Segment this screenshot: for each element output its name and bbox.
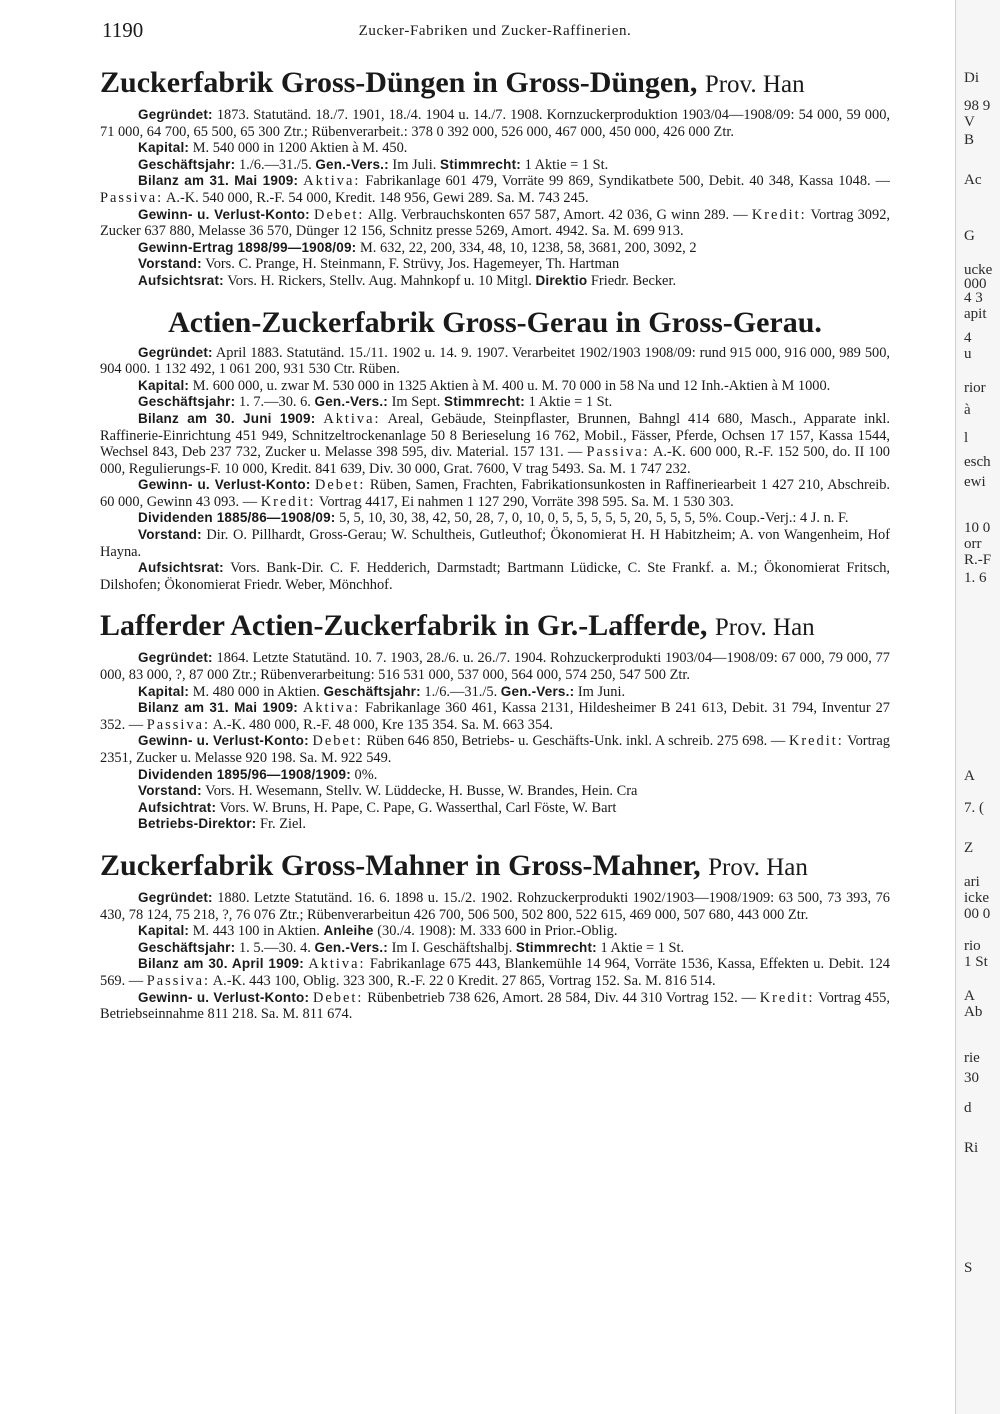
entry-label: Gewinn- u. Verlust-Konto: bbox=[138, 733, 309, 749]
edge-fragment: A bbox=[964, 768, 975, 784]
entry-text: Rübenbetrieb 738 626, Amort. 28 584, Div. 44 310 Vortrag 152. — bbox=[367, 989, 756, 1006]
entry-label: Bilanz am 31. Mai 1909: bbox=[138, 700, 299, 716]
entry-text: Allg. Verbrauchskonten 657 587, Amort. 42 036, G winn 289. — bbox=[367, 206, 748, 223]
entry-line bbox=[100, 940, 890, 957]
entry-label: Gewinn- u. Verlust-Konto: bbox=[138, 477, 311, 493]
edge-fragment: S bbox=[964, 1260, 973, 1276]
entry-label: Dividenden 1885/86—1908/09: bbox=[138, 510, 336, 526]
entry-text: Fabrikanlage 675 443, Blankemühle 14 964, Vorräte 1536, Kassa, Effekten u. Debit. 124 569. — bbox=[100, 956, 890, 989]
entry-text: Vortrag 4417, Ei nahmen 1 127 290, Vorräte 398 595. Sa. M. 1 530 303. bbox=[318, 493, 734, 510]
aktiva-label: Aktiva: bbox=[308, 956, 366, 973]
entry-label: Gegründet: bbox=[138, 889, 213, 905]
debet-label: Debet: bbox=[314, 206, 365, 223]
edge-fragment: d bbox=[964, 1100, 972, 1116]
entry-label: Stimmrecht: bbox=[443, 394, 525, 410]
entry-line bbox=[100, 345, 890, 378]
entry-text: Im I. Geschäftshalbj. bbox=[391, 939, 513, 956]
entry-line bbox=[100, 157, 890, 174]
entry-line bbox=[100, 107, 890, 140]
company-title bbox=[100, 849, 890, 885]
entry-line bbox=[100, 140, 890, 157]
page-number: 1190 bbox=[102, 18, 144, 42]
entry-text: Vors. W. Bruns, H. Pape, C. Pape, G. Wasserthal, Carl Föste, W. Bart bbox=[219, 799, 617, 816]
entry-text: A.-K. 480 000, R.-F. 48 000, Kre 135 354. Sa. M. 663 354. bbox=[212, 716, 553, 733]
entry-label: Kapital: bbox=[138, 140, 190, 156]
entry-text: A.-K. 443 100, Oblig. 323 300, R.-F. 22 0 Kredit. 27 865, Vortrag 152. Sa. M. 816 514. bbox=[212, 972, 716, 989]
entry-line bbox=[100, 890, 890, 923]
entry-label: Dividenden 1895/96—1908/1909: bbox=[138, 766, 351, 782]
entry-text: (30./4. 1908): M. 333 600 in Prior.-Oblig. bbox=[377, 923, 618, 940]
entry-text: 1880. Letzte Statutänd. 16. 6. 1898 u. 15./2. 1902. Rohzuckerprodukti 1902/1903—1908/1909: 63 500, 73 393, 76 430, 78 124, 75 218, ?, 76 076 Ztr.; Rübenverarbeitun 426 700, 506 500, 502 800, 522 615, 469 000, 507 680, 443 000 Ztr. bbox=[100, 889, 890, 923]
entry-line bbox=[100, 956, 890, 989]
entry-label: Kapital: bbox=[138, 683, 190, 699]
entry-label: Stimmrecht: bbox=[440, 156, 521, 172]
entry-text: Vors. H. Wesemann, Stellv. W. Lüddecke, H. Busse, W. Brandes, Hein. Cra bbox=[205, 783, 638, 800]
passiva-label: Passiva: bbox=[146, 972, 210, 989]
edge-fragment: 7. ( bbox=[964, 800, 984, 816]
entry-label: Betriebs-Direktor: bbox=[138, 816, 257, 832]
entry-label: Geschäftsjahr: bbox=[138, 394, 236, 410]
edge-fragment: 1. 6 bbox=[964, 570, 987, 586]
entry-line bbox=[100, 527, 890, 560]
company-title bbox=[100, 609, 890, 645]
entry-line bbox=[100, 411, 890, 477]
entry-label: Gen.-Vers.: bbox=[500, 683, 575, 699]
edge-fragment: ewi bbox=[964, 474, 986, 490]
edge-fragment: 30 bbox=[964, 1070, 979, 1086]
entry-text: Fabrikanlage 360 461, Kassa 2131, Hildesheimer B 241 613, Debit. 31 794, Inventur 27 352. — bbox=[100, 700, 890, 733]
entry-line bbox=[100, 990, 890, 1023]
entry-label: Gegründet: bbox=[138, 344, 213, 360]
entry-label: Aufsichtsrat: bbox=[138, 272, 224, 288]
entry-text: 5, 5, 10, 30, 38, 42, 50, 28, 7, 0, 10, 0, 5, 5, 5, 5, 5, 20, 5, 5, 5, 5%. Coup.-Verj.: 4 J. n. F. bbox=[339, 510, 849, 527]
entry-text: Rüben 646 850, Betriebs- u. Geschäfts-Unk. inkl. A schreib. 275 698. — bbox=[366, 733, 786, 750]
company-name: Lafferder Actien-Zuckerfabrik in Gr.-Lafferde, bbox=[100, 609, 708, 643]
entry-label: Vorstand: bbox=[138, 256, 202, 272]
entry-label: Kapital: bbox=[138, 923, 190, 939]
debet-label: Debet: bbox=[313, 989, 364, 1006]
company-details bbox=[100, 107, 890, 290]
company-name: Zuckerfabrik Gross-Mahner in Gross-Mahner, bbox=[100, 848, 701, 882]
entry-text: 1./6.—31./5. bbox=[424, 683, 498, 700]
edge-fragment: ucke bbox=[964, 262, 993, 278]
entry-label: Gen.-Vers.: bbox=[314, 394, 388, 410]
entry-text: Vortrag 2351, Zucker u. Melasse 920 198. Sa. M. 922 549. bbox=[100, 733, 890, 766]
entry-line bbox=[100, 767, 890, 784]
edge-fragment: u bbox=[964, 346, 972, 362]
edge-fragment: Di bbox=[964, 70, 979, 86]
edge-fragment: V bbox=[964, 114, 975, 130]
entry-text: M. 600 000, u. zwar M. 530 000 in 1325 Aktien à M. 400 u. M. 70 000 in 58 Na und 12 Inh.-Aktien à M 1000. bbox=[192, 377, 831, 394]
edge-fragment: 000 bbox=[964, 276, 987, 292]
edge-fragment: esch bbox=[964, 454, 991, 470]
entry-line bbox=[100, 700, 890, 733]
entry-text: Vors. H. Rickers, Stellv. Aug. Mahnkopf u. 10 Mitgl. bbox=[227, 272, 532, 289]
passiva-label: Passiva: bbox=[100, 189, 164, 206]
company-details bbox=[100, 345, 890, 594]
company-listings bbox=[100, 66, 890, 1023]
entry-text: Dir. O. Pillhardt, Gross-Gerau; W. Schultheis, Gutleuthof; Ökonomierat H. H Habitzheim; A. von Wangenheim, Hof Hayna. bbox=[100, 527, 890, 560]
company-region: Prov. Han bbox=[714, 614, 815, 642]
entry-label: Geschäftsjahr: bbox=[323, 683, 421, 699]
entry-label: Kapital: bbox=[138, 377, 190, 393]
entry-line bbox=[100, 240, 890, 257]
entry-line bbox=[100, 173, 890, 206]
entry-line bbox=[100, 207, 890, 240]
entry-label: Gewinn-Ertrag 1898/99—1908/09: bbox=[138, 239, 357, 255]
entry-text: Vors. Bank-Dir. C. F. Hedderich, Darmstadt; Bartmann Lüdicke, C. Ste Frankf. a. M.; Ökonomierat Fritsch, Dilshofen; Ökonomierat Friedr. Weber, Mönchhof. bbox=[100, 560, 890, 593]
adjacent-page-edge bbox=[955, 0, 1000, 1414]
edge-fragment: Ac bbox=[964, 172, 982, 188]
entry-label: Aufsichtsrat: bbox=[138, 560, 224, 576]
entry-text: Rüben, Samen, Frachten, Fabrikationsunkosten in Raffineriearbeit 1 427 210, Abschreib. 60 000, Gewinn 43 093. — bbox=[100, 477, 890, 510]
entry-label: Geschäftsjahr: bbox=[138, 939, 236, 955]
edge-fragment: Ri bbox=[964, 1140, 979, 1156]
entry-line bbox=[100, 560, 890, 593]
entry-label: Bilanz am 30. April 1909: bbox=[138, 956, 304, 972]
entry-text: Im Juni. bbox=[577, 683, 626, 700]
entry-line bbox=[100, 394, 890, 411]
company-entry bbox=[100, 849, 890, 1023]
edge-fragment: l bbox=[964, 430, 969, 446]
company-title bbox=[100, 306, 890, 340]
kredit-label: Kredit: bbox=[751, 206, 807, 223]
entry-line bbox=[100, 800, 890, 817]
entry-label: Gewinn- u. Verlust-Konto: bbox=[138, 206, 310, 222]
company-name: Actien-Zuckerfabrik Gross-Gerau in Gross-Gerau. bbox=[168, 305, 822, 339]
edge-fragment: B bbox=[964, 132, 975, 148]
edge-fragment: 10 0 bbox=[964, 520, 991, 536]
entry-text: Vortrag 455, Betriebseinnahme 811 218. Sa. M. 811 674. bbox=[100, 989, 890, 1023]
entry-line bbox=[100, 510, 890, 527]
kredit-label: Kredit: bbox=[260, 493, 316, 510]
entry-text: M. 480 000 in Aktien. bbox=[192, 683, 320, 700]
entry-text: Im Juli. bbox=[392, 156, 437, 173]
entry-text: 1./6.—31./5. bbox=[238, 156, 312, 173]
edge-fragment: R.-F bbox=[964, 552, 992, 568]
entry-label: Gen.-Vers.: bbox=[315, 156, 389, 172]
entry-text: Areal, Gebäude, Steinpflaster, Brunnen, Bahngl 414 680, Masch., Apparate inkl. Raffinerie-Einrichtung 451 949, Schnitzeltrockenanlage 50 8 Berieselung 16 762, Mobil., Fässer, Pferde, Ochsen 17 157, Kassa 1544, Wechsel 843, Deb 237 732, Zucker u. Melasse 398 595, div. Material. 157 131. — bbox=[100, 410, 890, 461]
aktiva-label: Aktiva: bbox=[302, 700, 361, 717]
company-details bbox=[100, 890, 890, 1023]
entry-line bbox=[100, 256, 890, 273]
edge-fragment: ari bbox=[964, 874, 980, 890]
entry-text: 1 Aktie = 1 St. bbox=[528, 394, 613, 411]
entry-line bbox=[100, 477, 890, 510]
edge-fragment: 1 St bbox=[964, 954, 988, 970]
edge-fragment: apit bbox=[964, 306, 987, 322]
entry-text: 1873. Statutänd. 18./7. 1901, 18./4. 1904 u. 14./7. 1908. Kornzuckerproduktion 1903/04—1908/09: 54 000, 59 000, 71 000, 64 700, 65 500, 65 300 Ztr.; Rübenverarbeit.: 378 0 392 000, 526 000, 467 000, 450 000, 426 000 Ztr. bbox=[100, 107, 890, 140]
running-title: Zucker-Fabriken und Zucker-Raffinerien. bbox=[358, 23, 632, 39]
company-entry bbox=[100, 306, 890, 594]
debet-label: Debet: bbox=[312, 733, 363, 750]
entry-text: 1 Aktie = 1 St. bbox=[524, 156, 609, 173]
entry-label: Gewinn- u. Verlust-Konto: bbox=[138, 989, 310, 1005]
entry-label: Vorstand: bbox=[138, 527, 202, 543]
entry-text: April 1883. Statutänd. 15./11. 1902 u. 14. 9. 1907. Verarbeitet 1902/1903 1908/09: rund 915 000, 916 000, 989 500, 904 000. 1 132 492, 1 061 200, 931 530 Ctr. Rüben. bbox=[100, 344, 890, 378]
entry-text: 1. 7.—30. 6. bbox=[238, 394, 311, 411]
edge-fragment: 4 bbox=[964, 330, 972, 346]
entry-text: Vors. C. Prange, H. Steinmann, F. Strüvy, Jos. Hagemeyer, Th. Hartman bbox=[205, 256, 620, 273]
edge-fragment: 98 9 bbox=[964, 98, 991, 114]
edge-fragment: 4 3 bbox=[964, 290, 983, 306]
entry-line bbox=[100, 733, 890, 766]
company-entry bbox=[100, 609, 890, 833]
entry-label: Gen.-Vers.: bbox=[314, 939, 388, 955]
kredit-label: Kredit: bbox=[759, 989, 815, 1006]
passiva-label: Passiva: bbox=[586, 444, 650, 461]
kredit-label: Kredit: bbox=[788, 733, 844, 750]
book-page bbox=[100, 18, 890, 1408]
entry-text: Friedr. Becker. bbox=[590, 272, 677, 289]
company-region: Prov. Han bbox=[704, 71, 805, 98]
entry-line bbox=[100, 816, 890, 833]
entry-text: Im Sept. bbox=[391, 394, 441, 411]
entry-line bbox=[100, 650, 890, 683]
edge-fragment: à bbox=[964, 402, 971, 418]
entry-text: 1. 5.—30. 4. bbox=[238, 939, 311, 956]
entry-text: A.-K. 540 000, R.-F. 54 000, Kredit. 148 956, Gewi 289. Sa. M. 743 245. bbox=[165, 189, 589, 206]
edge-fragment: A bbox=[964, 988, 975, 1004]
entry-label: Bilanz am 30. Juni 1909: bbox=[138, 410, 316, 426]
entry-text: Fr. Ziel. bbox=[260, 816, 306, 833]
entry-label: Bilanz am 31. Mai 1909: bbox=[138, 173, 299, 189]
entry-line bbox=[100, 378, 890, 395]
entry-text: M. 632, 22, 200, 334, 48, 10, 1238, 58, 3681, 200, 3092, 2 bbox=[359, 239, 697, 256]
edge-fragment: G bbox=[964, 228, 975, 244]
edge-fragment: orr bbox=[964, 536, 982, 552]
running-header bbox=[100, 18, 890, 50]
entry-label: Geschäftsjahr: bbox=[138, 156, 236, 172]
edge-fragment: 00 0 bbox=[964, 906, 991, 922]
entry-line bbox=[100, 783, 890, 800]
entry-label: Anleihe bbox=[323, 923, 374, 939]
entry-label: Gegründet: bbox=[138, 650, 213, 666]
edge-fragment: Ab bbox=[964, 1004, 983, 1020]
entry-line bbox=[100, 684, 890, 701]
company-name: Zuckerfabrik Gross-Düngen in Gross-Düngen, bbox=[100, 66, 698, 99]
aktiva-label: Aktiva: bbox=[323, 410, 381, 427]
entry-label: Aufsichtrat: bbox=[138, 799, 217, 815]
edge-fragment: Z bbox=[964, 840, 974, 856]
entry-text: Vortrag 3092, Zucker 637 880, Melasse 36 570, Dünger 12 156, Schnitz presse 5269, Amort. 4942. Sa. M. 699 913. bbox=[100, 206, 890, 240]
entry-line bbox=[100, 923, 890, 940]
company-entry bbox=[100, 66, 890, 290]
entry-text: M. 443 100 in Aktien. bbox=[192, 923, 320, 940]
entry-text: M. 540 000 in 1200 Aktien à M. 450. bbox=[192, 140, 408, 157]
entry-label: Stimmrecht: bbox=[515, 939, 597, 955]
edge-fragment: rie bbox=[964, 1050, 980, 1066]
entry-line bbox=[100, 273, 890, 290]
debet-label: Debet: bbox=[315, 477, 366, 494]
edge-fragment: icke bbox=[964, 890, 989, 906]
entry-text: A.-K. 600 000, R.-F. 152 500, do. II 100 000, Regulierungs-F. 10 000, Kredit. 841 639, Div. 30 000, Grat. 7600, V trag 5493. Sa. M. 1 747 232. bbox=[100, 444, 890, 477]
company-region: Prov. Han bbox=[708, 853, 808, 881]
aktiva-label: Aktiva: bbox=[303, 173, 361, 190]
company-title bbox=[100, 66, 890, 102]
entry-label: Vorstand: bbox=[138, 783, 202, 799]
entry-text: 0%. bbox=[354, 766, 378, 783]
passiva-label: Passiva: bbox=[146, 716, 210, 733]
edge-fragment: rio bbox=[964, 938, 981, 954]
entry-text: 1864. Letzte Statutänd. 10. 7. 1903, 28./6. u. 26./7. 1904. Rohzuckerprodukti 1903/04—1908/09: 67 000, 79 000, 77 000, 83 000, ?, 87 000 Ztr.; Rübenverarbeitung: 516 531 000, 537 000, 564 000, 574 250, 547 500 Ztr. bbox=[100, 650, 890, 684]
company-details bbox=[100, 650, 890, 833]
entry-text: 1 Aktie = 1 St. bbox=[600, 939, 685, 956]
entry-label: Gegründet: bbox=[138, 107, 213, 122]
entry-text: Fabrikanlage 601 479, Vorräte 99 869, Syndikatbete 500, Debit. 40 348, Kassa 1048. — bbox=[365, 173, 890, 190]
edge-fragment: rior bbox=[964, 380, 986, 396]
entry-label: Direktio bbox=[535, 272, 588, 288]
